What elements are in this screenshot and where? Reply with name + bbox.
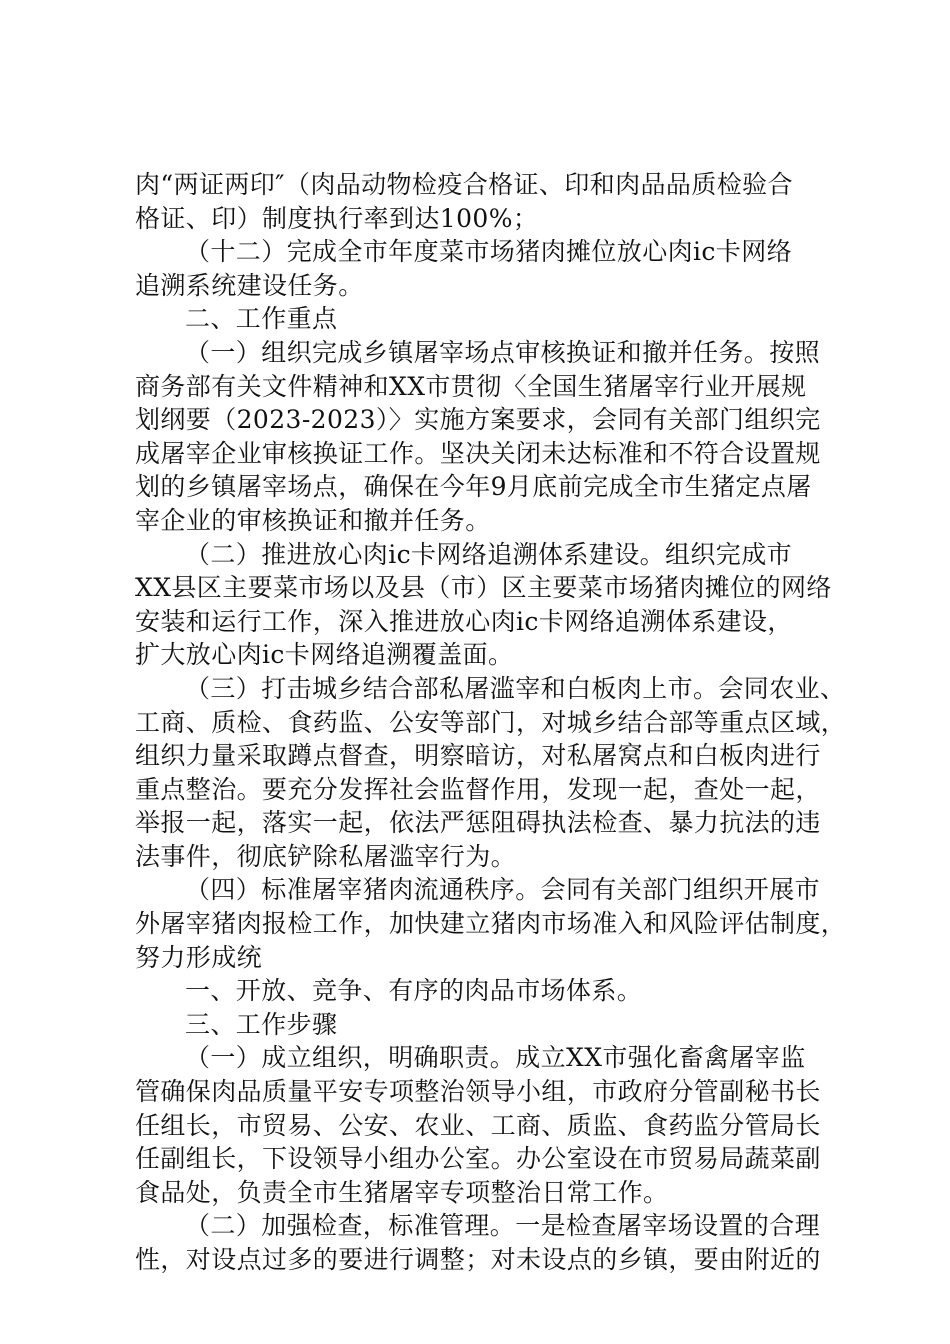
text-line: 重点整治。要充分发挥社会监督作用，发现一起，查处一起， [135,774,821,804]
text-line: （二）加强检查，标准管理。一是检查屠宰场设置的合理 [185,1211,821,1241]
text-line: （二）推进放心肉ic卡网络追溯体系建设。组织完成市 [185,539,792,569]
text-line: 性，对设点过多的要进行调整；对未设点的乡镇，要由附近的 [135,1245,821,1274]
text-line: 法事件，彻底铲除私屠滥宰行为。 [135,841,517,871]
text-line: 管确保肉品质量平安专项整治领导小组，市政府分管副秘书长 [135,1077,821,1107]
text-line: 划纲要（2023-2023）〉实施方案要求，会同有关部门组织完 [135,405,821,435]
text-line: （一）成立组织，明确职责。成立XX市强化畜禽屠宰监 [185,1043,806,1073]
text-line: 一、开放、竞争、有序的肉品市场体系。 [185,976,643,1006]
text-line: 三、工作步骤 [185,1009,338,1039]
text-line: 追溯系统建设任务。 [135,270,364,300]
text-line: 工商、质检、食药监、公安等部门，对城乡结合部等重点区域， [135,707,847,737]
text-line: （三）打击城乡结合部私屠滥宰和白板肉上市。会同农业、 [185,673,846,703]
text-line: 二、工作重点 [185,304,338,334]
text-line: 扩大放心肉ic卡网络追溯覆盖面。 [135,640,514,670]
text-line: （一）组织完成乡镇屠宰场点审核换证和撤并任务。按照 [185,337,821,367]
text-line: 安装和运行工作，深入推进放心肉ic卡网络追溯体系建设， [135,606,793,636]
text-line: XX县区主要菜市场以及县（市）区主要菜市场猪肉摊位的网络 [135,573,832,603]
text-line: 成屠宰企业审核换证工作。坚决关闭未达标准和不符合设置规 [135,438,821,468]
text-line: 划的乡镇屠宰场点，确保在今年9月底前完成全市生猪定点屠 [135,472,812,502]
text-line: 外屠宰猪肉报检工作，加快建立猪肉市场准入和风险评估制度， [135,909,847,939]
text-line: 商务部有关文件精神和XX市贯彻〈全国生猪屠宰行业开展规 [135,371,807,401]
text-line: 格证、印）制度执行率到达100%； [135,203,539,233]
text-line: 食品处，负责全市生猪屠宰专项整治日常工作。 [135,1177,669,1207]
text-line: 举报一起，落实一起，依法严惩阻碍执法检查、暴力抗法的违 [135,808,821,838]
text-line: 肉“两证两印″（肉品动物检疫合格证、印和肉品品质检验合 [135,170,793,199]
text-line: （十二）完成全市年度菜市场猪肉摊位放心肉ic卡网络 [185,237,792,267]
text-line: （四）标准屠宰猪肉流通秩序。会同有关部门组织开展市 [185,875,821,905]
text-line: 任组长，市贸易、公安、农业、工商、质监、食药监分管局长 [135,1110,821,1140]
text-line: 组织力量采取蹲点督查，明察暗访，对私屠窝点和白板肉进行 [135,741,821,771]
document-body [135,168,847,1277]
text-line: 宰企业的审核换证和撤并任务。 [135,505,491,535]
text-line: 努力形成统 [135,942,263,972]
text-line: 任副组长，下设领导小组办公室。办公室设在市贸易局蔬菜副 [135,1144,821,1174]
